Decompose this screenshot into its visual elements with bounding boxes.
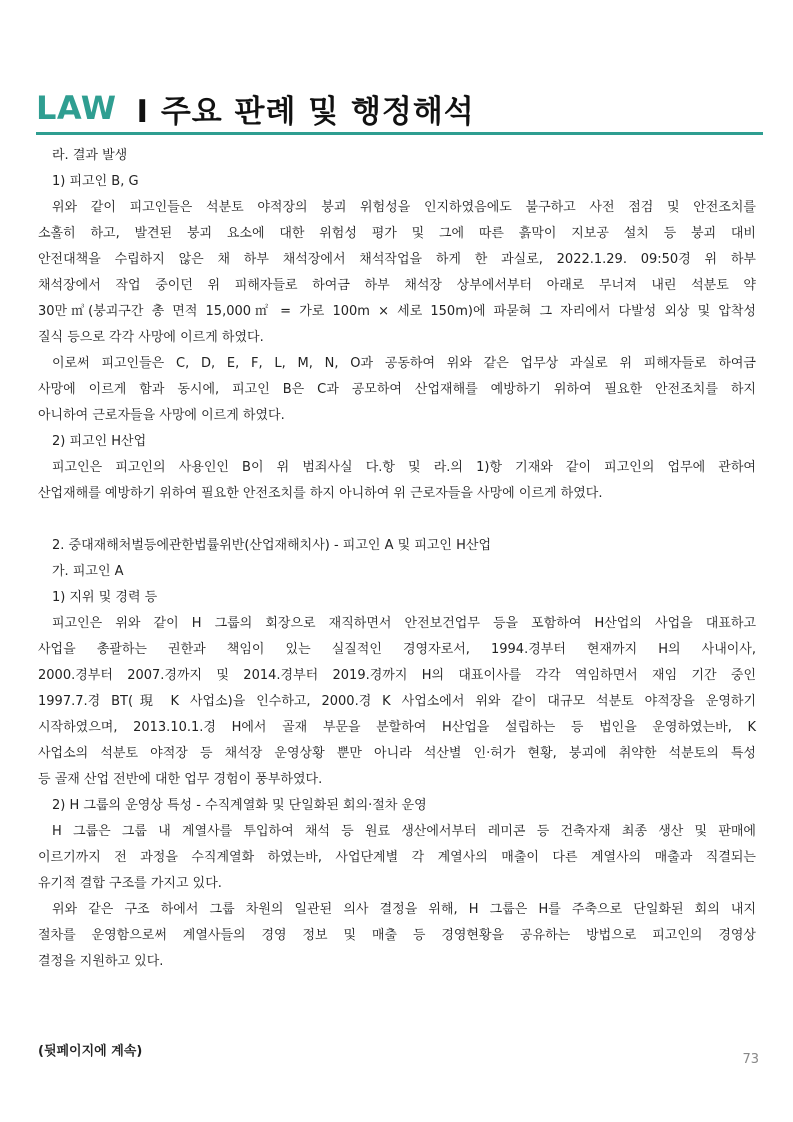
header-divider — [36, 132, 763, 135]
text-line: 피고인은 피고인의 사용인인 B이 위 범죄사실 다.항 및 라.의 1)항 기재와 같이 피고인의 업무에 관하여 — [52, 460, 756, 475]
text-line: 1997.7.경 BT(現 K 사업소)을 인수하고, 2000.경 K 사업소에서 위와 같이 대규모 석분토 야적장을 운영하기 — [38, 694, 756, 709]
text-line: 사업을 총괄하는 권한과 책임이 있는 실질적인 경영자로서, 1994.경부터 현재까지 H의 사내이사, — [38, 642, 756, 657]
text-line: 소홀히 하고, 발견된 붕괴 요소에 대한 위험성 평가 및 그에 따른 흙막이 지보공 설치 등 붕괴 대비 — [38, 226, 756, 241]
text-line: 가. 피고인 A — [52, 564, 124, 579]
blank-line — [38, 507, 756, 533]
continued-note: (뒷페이지에 계속) — [38, 1044, 143, 1059]
text-line: 피고인은 위와 같이 H 그룹의 회장으로 재직하면서 안전보건업무 등을 포함하여 H산업의 사업을 대표하고 — [52, 616, 756, 631]
text-line: 유기적 결합 구조를 가지고 있다. — [38, 876, 222, 891]
text-line: 시작하였으며, 2013.10.1.경 H에서 골재 부문을 분할하여 H산업을 설립하는 등 법인을 운영하였는바, K — [38, 720, 756, 735]
text-line: 이르기까지 전 과정을 수직계열화 하였는바, 사업단계별 각 계열사의 매출이 다른 계열사의 매출과 직결되는 — [38, 850, 756, 865]
text-line: 2. 중대재해처벌등에관한법률위반(산업재해치사) - 피고인 A 및 피고인 H산업 — [52, 538, 492, 553]
text-line: H 그룹은 그룹 내 계열사를 투입하여 채석 등 원료 생산에서부터 레미콘 등 건축자재 최종 생산 및 판매에 — [52, 824, 756, 839]
page-title: I 주요 판례 및 행정해석 — [136, 93, 475, 130]
text-line: 산업재해를 예방하기 위하여 필요한 안전조치를 하지 아니하여 위 근로자들을 사망에 이르게 하였다. — [38, 486, 603, 501]
page-header — [36, 84, 475, 132]
text-line: 위와 같이 피고인들은 석분토 야적장의 붕괴 위험성을 인지하였음에도 불구하고 사전 점검 및 안전조치를 — [52, 200, 756, 215]
text-line: 안전대책을 수립하지 않은 채 하부 채석장에서 채석작업을 하게 한 과실로, 2022.1.29. 09:50경 위 하부 — [38, 252, 756, 267]
text-line: 아니하여 근로자들을 사망에 이르게 하였다. — [38, 408, 285, 423]
text-line: 절차를 운영함으로써 계열사들의 경영 정보 및 매출 등 경영현황을 공유하는 방법으로 피고인의 경영상 — [38, 928, 756, 943]
document-body — [38, 143, 756, 975]
text-line: 1) 지위 및 경력 등 — [52, 590, 158, 605]
text-line: 사업소의 석분토 야적장 등 채석장 운영상황 뿐만 아니라 석산별 인·허가 현황, 붕괴에 취약한 석분토의 특성 — [38, 746, 756, 761]
text-line: 결정을 지원하고 있다. — [38, 954, 164, 969]
text-line: 2) H 그룹의 운영상 특성 - 수직계열화 및 단일화된 회의·절차 운영 — [52, 798, 427, 813]
text-line: 등 골재 산업 전반에 대한 업무 경험이 풍부하였다. — [38, 772, 323, 787]
text-line: 라. 결과 발생 — [52, 148, 128, 163]
text-line: 30만㎥(붕괴구간 총 면적 15,000㎡ = 가로 100m × 세로 150m)에 파묻혀 그 자리에서 다발성 외상 및 압착성 — [38, 304, 756, 319]
page-number: 73 — [742, 1052, 759, 1067]
text-line: 이로써 피고인들은 C, D, E, F, L, M, N, O과 공동하여 위와 같은 업무상 과실로 위 피해자들로 하여금 — [52, 356, 756, 371]
text-line: 위와 같은 구조 하에서 그룹 차원의 일관된 의사 결정을 위해, H 그룹은 H를 주축으로 단일화된 회의 내지 — [52, 902, 756, 917]
section-label: LAW — [36, 89, 117, 127]
text-line: 질식 등으로 각각 사망에 이르게 하였다. — [38, 330, 264, 345]
text-line: 1) 피고인 B, G — [52, 174, 139, 189]
text-line: 채석장에서 작업 중이던 위 피해자들로 하여금 하부 채석장 상부에서부터 아래로 무너져 내린 석분토 약 — [38, 278, 756, 293]
text-line: 사망에 이르게 함과 동시에, 피고인 B은 C과 공모하여 산업재해를 예방하기 위하여 필요한 안전조치를 하지 — [38, 382, 756, 397]
text-line: 2000.경부터 2007.경까지 및 2014.경부터 2019.경까지 H의 대표이사를 각각 역임하면서 재임 기간 중인 — [38, 668, 756, 683]
text-line: 2) 피고인 H산업 — [52, 434, 147, 449]
